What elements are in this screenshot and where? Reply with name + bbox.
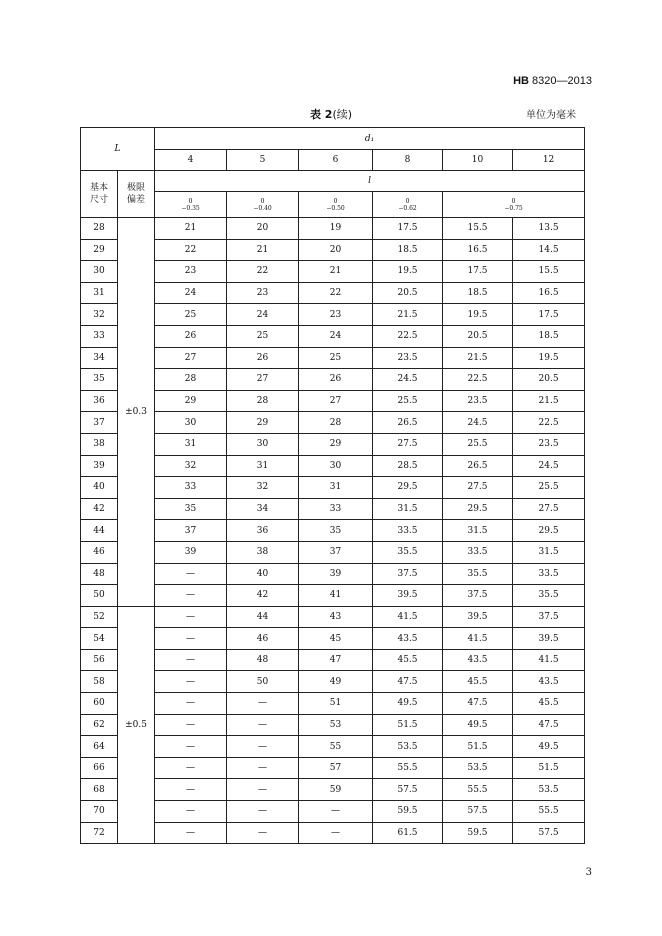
cell-l-value: 45.5 — [443, 671, 513, 693]
cell-l-value: 37.5 — [373, 563, 443, 585]
header-d1-value: 6 — [299, 150, 373, 171]
table-row — [81, 801, 585, 823]
cell-l-value: 27.5 — [513, 498, 585, 520]
cell-l-value: 24 — [155, 282, 227, 304]
cell-l-value: 41.5 — [373, 606, 443, 628]
cell-l-value: — — [155, 563, 227, 585]
cell-L: 60 — [81, 693, 118, 715]
cell-L: 46 — [81, 541, 118, 563]
cell-l-value: 19 — [299, 218, 373, 240]
cell-l-value: 27 — [227, 369, 299, 391]
cell-l-value: 40 — [227, 563, 299, 585]
table-row — [81, 477, 585, 499]
table-row — [81, 218, 585, 240]
cell-L: 39 — [81, 455, 118, 477]
cell-L: 64 — [81, 736, 118, 758]
tolerance-cell — [227, 192, 299, 218]
cell-l-value: — — [227, 801, 299, 823]
cell-l-value: 20.5 — [373, 282, 443, 304]
table-row — [81, 347, 585, 369]
header-basic-size: 基本尺寸 — [81, 171, 118, 218]
table-row — [81, 390, 585, 412]
cell-l-value: 14.5 — [513, 239, 585, 261]
cell-l-value: 17.5 — [443, 261, 513, 283]
table-row — [81, 693, 585, 715]
cell-l-value: 15.5 — [443, 218, 513, 240]
cell-l-value: 41.5 — [513, 649, 585, 671]
cell-l-value: 25.5 — [443, 433, 513, 455]
cell-l-value: 55.5 — [513, 801, 585, 823]
table-row — [81, 757, 585, 779]
cell-l-value: 51 — [299, 693, 373, 715]
cell-L: 34 — [81, 347, 118, 369]
tolerance-upper: 0 — [333, 197, 338, 205]
cell-l-value: — — [155, 757, 227, 779]
cell-l-value: 49.5 — [373, 693, 443, 715]
tolerance-cell — [373, 192, 443, 218]
header-L: L — [81, 128, 155, 171]
table-row — [81, 606, 585, 628]
cell-l-value: 55 — [299, 736, 373, 758]
cell-L: 44 — [81, 520, 118, 542]
cell-l-value: 37.5 — [443, 585, 513, 607]
tolerance-lower: −0.40 — [253, 204, 272, 212]
cell-L: 68 — [81, 779, 118, 801]
cell-l-value: 27 — [155, 347, 227, 369]
cell-l-value: 59.5 — [373, 801, 443, 823]
cell-l-value: 22 — [155, 239, 227, 261]
table-row — [81, 714, 585, 736]
table-row — [81, 412, 585, 434]
cell-L: 33 — [81, 325, 118, 347]
cell-l-value: 32 — [227, 477, 299, 499]
cell-l-value: 43.5 — [513, 671, 585, 693]
cell-l-value: 26 — [155, 325, 227, 347]
cell-l-value: 22.5 — [373, 325, 443, 347]
cell-l-value: 20 — [227, 218, 299, 240]
tolerance-upper: 0 — [260, 197, 265, 205]
cell-L: 54 — [81, 628, 118, 650]
header-d1-value: 5 — [227, 150, 299, 171]
table-row — [81, 779, 585, 801]
cell-l-value: 42 — [227, 585, 299, 607]
cell-l-value: 18.5 — [513, 325, 585, 347]
cell-l-value: 50 — [227, 671, 299, 693]
cell-l-value: 27 — [299, 390, 373, 412]
cell-l-value: 17.5 — [513, 304, 585, 326]
cell-l-value: 38 — [227, 541, 299, 563]
cell-l-value: 55.5 — [373, 757, 443, 779]
cell-l-value: 15.5 — [513, 261, 585, 283]
cell-l-value: 33.5 — [513, 563, 585, 585]
cell-l-value: — — [155, 585, 227, 607]
cell-l-value: 32 — [155, 455, 227, 477]
cell-l-value: 19.5 — [443, 304, 513, 326]
cell-l-value: 20.5 — [443, 325, 513, 347]
cell-l-value: — — [155, 649, 227, 671]
standard-prefix: HB — [513, 75, 529, 87]
cell-l-value: 47.5 — [443, 693, 513, 715]
cell-l-value: 23 — [155, 261, 227, 283]
table-row — [81, 498, 585, 520]
cell-l-value: — — [155, 801, 227, 823]
cell-L: 58 — [81, 671, 118, 693]
cell-l-value: 30 — [227, 433, 299, 455]
cell-l-value: 29.5 — [373, 477, 443, 499]
table-row — [81, 671, 585, 693]
cell-l-value: 25.5 — [373, 390, 443, 412]
cell-l-value: 59 — [299, 779, 373, 801]
cell-L: 66 — [81, 757, 118, 779]
cell-l-value: 35.5 — [443, 563, 513, 585]
header-d1: d₁ — [155, 128, 585, 150]
cell-l-value: 25.5 — [513, 477, 585, 499]
table-caption-suffix: (续) — [332, 108, 353, 121]
cell-l-value: 24.5 — [373, 369, 443, 391]
cell-l-value: 17.5 — [373, 218, 443, 240]
cell-l-value: 59.5 — [443, 822, 513, 844]
cell-l-value: 23.5 — [443, 390, 513, 412]
tolerance-upper: 0 — [511, 197, 516, 205]
cell-l-value: 45.5 — [513, 693, 585, 715]
cell-L: 42 — [81, 498, 118, 520]
tolerance-lower: −0.50 — [326, 204, 345, 212]
cell-L: 36 — [81, 390, 118, 412]
cell-l-value: 57.5 — [513, 822, 585, 844]
cell-L: 48 — [81, 563, 118, 585]
table-row — [81, 433, 585, 455]
cell-l-value: 13.5 — [513, 218, 585, 240]
cell-l-value: 37.5 — [513, 606, 585, 628]
cell-limit-deviation: ±0.3 — [118, 218, 155, 607]
cell-l-value: 55.5 — [443, 779, 513, 801]
cell-l-value: 21.5 — [373, 304, 443, 326]
cell-l-value: — — [227, 736, 299, 758]
cell-L: 72 — [81, 822, 118, 844]
cell-l-value: 46 — [227, 628, 299, 650]
cell-l-value: 57.5 — [443, 801, 513, 823]
cell-l-value: 53 — [299, 714, 373, 736]
cell-l-value: 19.5 — [513, 347, 585, 369]
cell-l-value: 57 — [299, 757, 373, 779]
cell-L: 31 — [81, 282, 118, 304]
standard-code — [513, 75, 592, 87]
cell-l-value: 48 — [227, 649, 299, 671]
cell-l-value: 29 — [155, 390, 227, 412]
table-row — [81, 585, 585, 607]
cell-l-value: — — [227, 693, 299, 715]
header-d1-value: 4 — [155, 150, 227, 171]
cell-l-value: 20 — [299, 239, 373, 261]
cell-l-value: 47.5 — [373, 671, 443, 693]
cell-l-value: 31.5 — [443, 520, 513, 542]
cell-l-value: 33.5 — [373, 520, 443, 542]
cell-l-value: — — [155, 714, 227, 736]
cell-l-value: 36 — [227, 520, 299, 542]
cell-l-value: 31 — [227, 455, 299, 477]
cell-l-value: 39 — [155, 541, 227, 563]
cell-l-value: — — [227, 714, 299, 736]
cell-L: 70 — [81, 801, 118, 823]
table-row — [81, 282, 585, 304]
cell-L: 29 — [81, 239, 118, 261]
header-d1-value: 8 — [373, 150, 443, 171]
cell-l-value: 24.5 — [443, 412, 513, 434]
table-row — [81, 822, 585, 844]
cell-l-value: — — [155, 736, 227, 758]
unit-label: 单位为毫米 — [526, 110, 576, 121]
cell-l-value: 16.5 — [443, 239, 513, 261]
table-row — [81, 369, 585, 391]
cell-l-value: 35.5 — [513, 585, 585, 607]
table-row — [81, 325, 585, 347]
tolerance-cell — [443, 192, 585, 218]
tolerance-cell — [299, 192, 373, 218]
cell-l-value: 29 — [299, 433, 373, 455]
cell-L: 38 — [81, 433, 118, 455]
cell-l-value: 37 — [299, 541, 373, 563]
table-row — [81, 239, 585, 261]
table-row — [81, 304, 585, 326]
cell-l-value: 24 — [227, 304, 299, 326]
cell-l-value: 26 — [299, 369, 373, 391]
header-d1-value: 10 — [443, 150, 513, 171]
cell-L: 56 — [81, 649, 118, 671]
cell-l-value: 33.5 — [443, 541, 513, 563]
cell-L: 37 — [81, 412, 118, 434]
cell-l-value: 24 — [299, 325, 373, 347]
cell-L: 30 — [81, 261, 118, 283]
cell-l-value: 21.5 — [443, 347, 513, 369]
cell-l-value: 33 — [155, 477, 227, 499]
dimension-table — [80, 127, 585, 844]
cell-l-value: 51.5 — [513, 757, 585, 779]
cell-l-value: — — [155, 671, 227, 693]
cell-l-value: 28.5 — [373, 455, 443, 477]
cell-l-value: — — [155, 606, 227, 628]
cell-l-value: 25 — [227, 325, 299, 347]
cell-l-value: 44 — [227, 606, 299, 628]
cell-limit-deviation: ±0.5 — [118, 606, 155, 844]
table-row — [81, 563, 585, 585]
cell-l-value: 39.5 — [373, 585, 443, 607]
cell-l-value: 43 — [299, 606, 373, 628]
table-row — [81, 261, 585, 283]
cell-l-value: — — [299, 801, 373, 823]
cell-l-value: 28 — [299, 412, 373, 434]
cell-l-value: 27.5 — [373, 433, 443, 455]
cell-l-value: 31 — [299, 477, 373, 499]
tolerance-lower: −0.75 — [504, 204, 523, 212]
cell-l-value: 41.5 — [443, 628, 513, 650]
table-row — [81, 455, 585, 477]
cell-l-value: — — [227, 822, 299, 844]
cell-l-value: 49 — [299, 671, 373, 693]
cell-l-value: 31 — [155, 433, 227, 455]
cell-l-value: 57.5 — [373, 779, 443, 801]
cell-l-value: 26.5 — [373, 412, 443, 434]
cell-l-value: 35 — [299, 520, 373, 542]
cell-l-value: 25 — [299, 347, 373, 369]
cell-l-value: 35.5 — [373, 541, 443, 563]
cell-l-value: 47 — [299, 649, 373, 671]
cell-l-value: 29.5 — [513, 520, 585, 542]
cell-l-value: 18.5 — [443, 282, 513, 304]
header-l: l — [155, 171, 585, 192]
cell-l-value: 47.5 — [513, 714, 585, 736]
table-row — [81, 541, 585, 563]
cell-l-value: 26.5 — [443, 455, 513, 477]
cell-l-value: 23 — [227, 282, 299, 304]
cell-l-value: 49.5 — [443, 714, 513, 736]
cell-L: 52 — [81, 606, 118, 628]
cell-l-value: 26 — [227, 347, 299, 369]
cell-l-value: 35 — [155, 498, 227, 520]
cell-l-value: 24.5 — [513, 455, 585, 477]
cell-l-value: 41 — [299, 585, 373, 607]
cell-l-value: 39 — [299, 563, 373, 585]
cell-l-value: 21 — [155, 218, 227, 240]
cell-l-value: 29 — [227, 412, 299, 434]
cell-L: 62 — [81, 714, 118, 736]
cell-l-value: 16.5 — [513, 282, 585, 304]
cell-l-value: 51.5 — [373, 714, 443, 736]
cell-l-value: 22 — [299, 282, 373, 304]
cell-l-value: 34 — [227, 498, 299, 520]
cell-l-value: 22.5 — [443, 369, 513, 391]
cell-l-value: 21.5 — [513, 390, 585, 412]
cell-l-value: 18.5 — [373, 239, 443, 261]
cell-l-value: 23.5 — [373, 347, 443, 369]
cell-l-value: — — [155, 822, 227, 844]
tolerance-upper: 0 — [405, 197, 410, 205]
cell-L: 28 — [81, 218, 118, 240]
cell-l-value: 19.5 — [373, 261, 443, 283]
cell-l-value: 33 — [299, 498, 373, 520]
tolerance-lower: −0.35 — [181, 204, 200, 212]
cell-l-value: 21 — [227, 239, 299, 261]
cell-l-value: 23.5 — [513, 433, 585, 455]
cell-l-value: 53.5 — [513, 779, 585, 801]
cell-l-value: — — [155, 693, 227, 715]
cell-l-value: 28 — [155, 369, 227, 391]
cell-l-value: 25 — [155, 304, 227, 326]
cell-l-value: 49.5 — [513, 736, 585, 758]
header-limit-deviation: 极限偏差 — [118, 171, 155, 218]
cell-l-value: 30 — [299, 455, 373, 477]
cell-l-value: — — [227, 757, 299, 779]
cell-l-value: — — [227, 779, 299, 801]
table-row — [81, 736, 585, 758]
cell-l-value: 31.5 — [513, 541, 585, 563]
cell-l-value: — — [155, 628, 227, 650]
cell-l-value: 28 — [227, 390, 299, 412]
table-caption-label: 表 2 — [309, 108, 333, 121]
cell-L: 35 — [81, 369, 118, 391]
tolerance-cell — [155, 192, 227, 218]
tolerance-upper: 0 — [188, 197, 193, 205]
cell-l-value: 37 — [155, 520, 227, 542]
cell-l-value: 30 — [155, 412, 227, 434]
cell-l-value: 31.5 — [373, 498, 443, 520]
cell-L: 32 — [81, 304, 118, 326]
cell-l-value: 61.5 — [373, 822, 443, 844]
table-row — [81, 520, 585, 542]
cell-l-value: 39.5 — [443, 606, 513, 628]
cell-l-value: 53.5 — [443, 757, 513, 779]
cell-l-value: — — [299, 822, 373, 844]
cell-l-value: 27.5 — [443, 477, 513, 499]
tolerance-lower: −0.62 — [398, 204, 417, 212]
cell-L: 40 — [81, 477, 118, 499]
cell-l-value: 45.5 — [373, 649, 443, 671]
header-d1-value: 12 — [513, 150, 585, 171]
cell-l-value: 22 — [227, 261, 299, 283]
cell-l-value: — — [155, 779, 227, 801]
cell-l-value: 43.5 — [373, 628, 443, 650]
page-number: 3 — [585, 867, 592, 878]
table-row — [81, 628, 585, 650]
cell-l-value: 29.5 — [443, 498, 513, 520]
table-row — [81, 649, 585, 671]
cell-l-value: 43.5 — [443, 649, 513, 671]
cell-l-value: 51.5 — [443, 736, 513, 758]
cell-l-value: 53.5 — [373, 736, 443, 758]
cell-l-value: 45 — [299, 628, 373, 650]
cell-L: 50 — [81, 585, 118, 607]
cell-l-value: 22.5 — [513, 412, 585, 434]
cell-l-value: 20.5 — [513, 369, 585, 391]
cell-l-value: 21 — [299, 261, 373, 283]
cell-l-value: 39.5 — [513, 628, 585, 650]
standard-number: 8320—2013 — [532, 75, 592, 87]
cell-l-value: 23 — [299, 304, 373, 326]
